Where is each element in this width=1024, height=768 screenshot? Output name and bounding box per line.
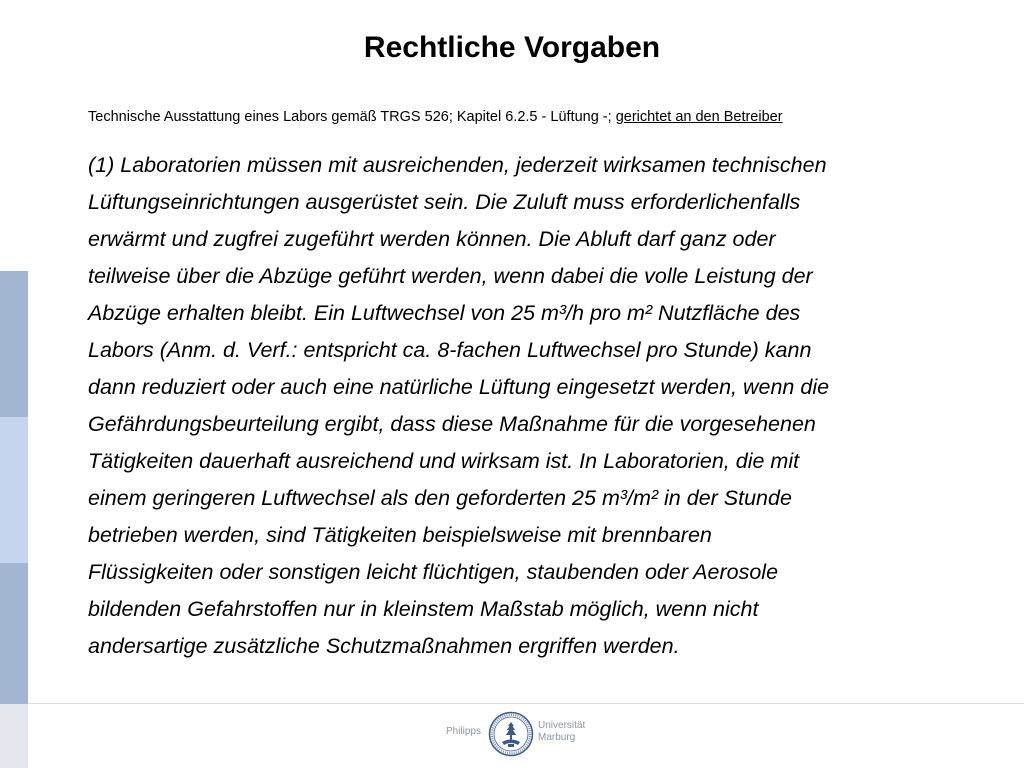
logo-word-marburg: Marburg: [538, 732, 576, 743]
logo-word-universitaet: Universität: [538, 720, 586, 731]
paragraph-line: teilweise über die Abzüge geführt werden, wenn dabei die volle Leistung der: [88, 264, 813, 288]
logo-word-philipps: Philipps: [446, 726, 482, 737]
footer-divider: [28, 703, 1024, 704]
paragraph-line: Labors (Anm. d. Verf.: entspricht ca. 8-fachen Luftwechsel pro Stunde) kann: [88, 338, 812, 362]
slide-title: Rechtliche Vorgaben: [363, 31, 661, 64]
paragraph-line: erwärmt und zugfrei zugeführt werden können. Die Abluft darf ganz oder: [88, 227, 776, 251]
university-logo: [440, 708, 590, 760]
university-seal-icon: [488, 711, 534, 757]
paragraph-line: Abzüge erhalten bleibt. Ein Luftwechsel von 25 m³/h pro m² Nutzfläche des: [88, 301, 801, 325]
paragraph-line: einem geringeren Luftwechsel als den geforderten 25 m³/m² in der Stunde: [88, 486, 792, 510]
slide-subtitle: [88, 108, 783, 126]
side-bar-segment-3: [0, 563, 28, 704]
paragraph-line: Tätigkeiten dauerhaft ausreichend und wirksam ist. In Laboratorien, die mit: [88, 449, 800, 473]
paragraph-line: (1) Laboratorien müssen mit ausreichenden, jederzeit wirksamen technischen: [88, 153, 827, 177]
side-bar-segment-4: [0, 704, 28, 768]
paragraph-line: betrieben werden, sind Tätigkeiten beispielsweise mit brennbaren: [88, 523, 712, 547]
paragraph-line: Lüftungseinrichtungen ausgerüstet sein. Die Zuluft muss erforderlichenfalls: [88, 190, 801, 214]
paragraph-line: Gefährdungsbeurteilung ergibt, dass diese Maßnahme für die vorgesehenen: [88, 412, 816, 436]
subtitle-underlined-text: gerichtet an den Betreiber: [615, 109, 783, 125]
side-bar-segment-1: [0, 271, 28, 417]
subtitle-text: Technische Ausstattung eines Labors gemäß TRGS 526; Kapitel 6.2.5 - Lüftung -;: [88, 109, 616, 125]
paragraph-line: bildenden Gefahrstoffen nur in kleinstem Maßstab möglich, wenn nicht: [88, 597, 759, 621]
regulation-paragraph: [88, 147, 988, 665]
paragraph-line: Flüssigkeiten oder sonstigen leicht flüchtigen, staubenden oder Aerosole: [88, 560, 779, 584]
paragraph-line: dann reduziert oder auch eine natürliche Lüftung eingesetzt werden, wenn die: [88, 375, 830, 399]
paragraph-line: andersartige zusätzliche Schutzmaßnahmen ergriffen werden.: [88, 634, 680, 658]
side-bar-segment-2: [0, 417, 28, 563]
